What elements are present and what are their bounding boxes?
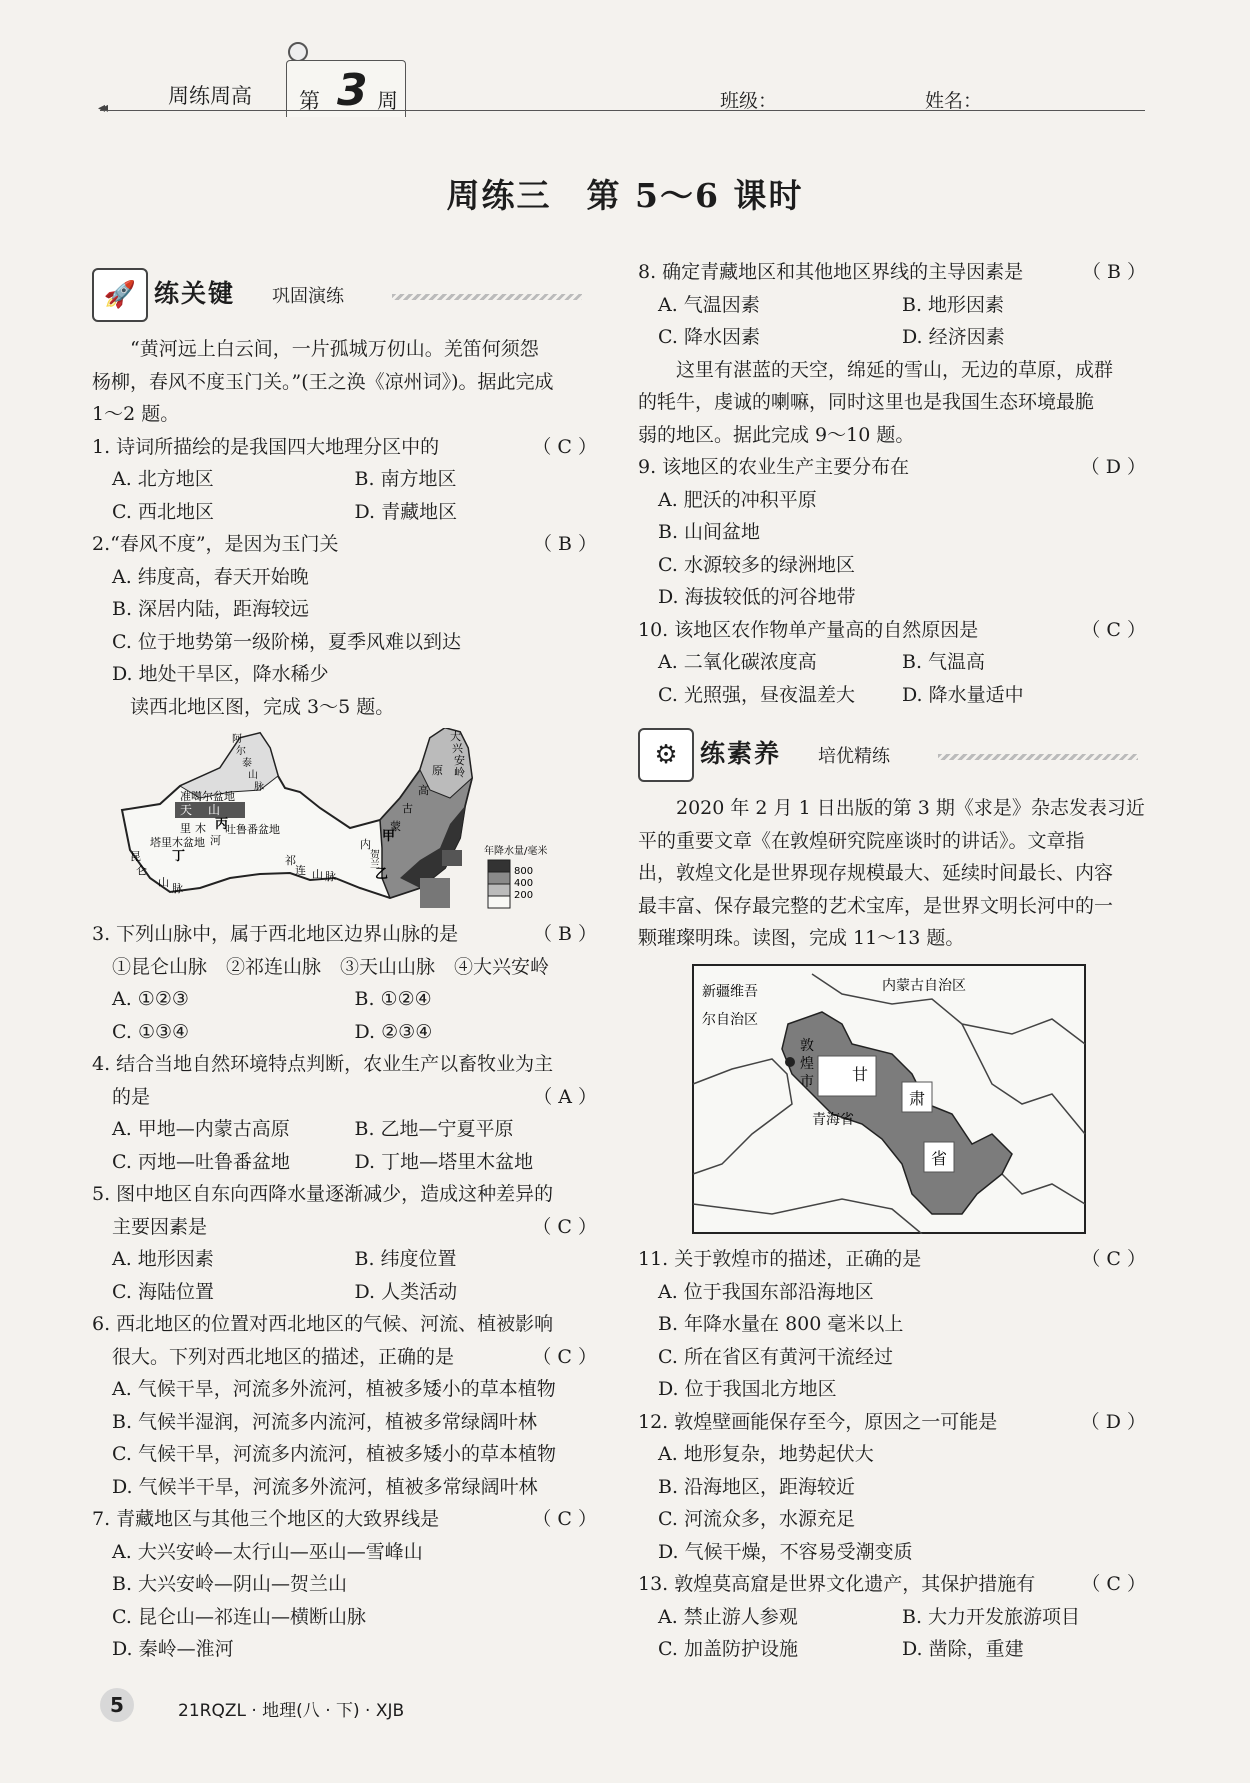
option-row [92,1016,597,1049]
option: B. 乙地—宁夏平原 [354,1118,514,1140]
week-tab [286,60,406,117]
pin-icon [288,42,308,62]
map1-label-er: 尔 [236,746,246,757]
question [92,1048,597,1178]
option: A. 二氧化碳浓度高 [658,651,817,673]
option: D. 降水量适中 [902,683,1024,706]
option-line: B. 年降水量在 800 毫米以上 [658,1313,904,1335]
option-line: D. 海拔较低的河谷地带 [658,586,856,608]
map2-label-dun: 敦 [800,1038,814,1054]
question [638,1568,1146,1666]
option-row [638,321,1146,354]
section-subtitle: 巩固演练 [272,286,344,307]
question [638,256,1146,354]
map1-label-gu: 古 [402,802,413,815]
passage-line: 颗璀璨明珠。读图，完成 11～13 题。 [638,927,965,949]
northwest-map-svg [120,728,552,910]
option-line: C. 昆仑山—祁连山—横断山脉 [112,1605,366,1628]
map2-label-shi: 市 [800,1074,814,1090]
question-stem: 3. 下列山脉中，属于西北地区边界山脉的是 [92,923,459,945]
question-stem: 12. 敦煌壁画能保存至今，原因之一可能是 [638,1410,998,1433]
left-column-top [92,333,597,723]
option: D. ②③④ [354,1020,433,1043]
question [92,918,597,1048]
question-stem: 10. 该地区农作物单产量高的自然原因是 [638,618,979,641]
option-line: D. 地处干旱区，降水稀少 [112,663,329,685]
option-line: B. 大兴安岭—阴山—贺兰山 [112,1573,348,1595]
question [638,1406,1146,1569]
map1-label-junggar: 准噶尔盆地 [180,790,235,803]
option: A. 气温因素 [658,293,760,316]
passage-line: 杨柳，春风不度玉门关。”(王之涣《凉州词》)。据此完成 [92,370,554,393]
option-line: B. 山间盆地 [658,521,761,543]
option-row [638,289,1146,322]
week-suffix: 周 [377,89,398,113]
question-stem: 11. 关于敦煌市的描述，正确的是 [638,1248,922,1270]
option: C. 西北地区 [112,500,214,523]
map1-label-tarim: 塔里木盆地 [150,836,205,849]
question [92,431,597,529]
page-number: 5 [100,1688,134,1722]
question-stem: 7. 青藏地区与其他三个地区的大致界线是 [92,1508,440,1530]
footer-code: 21RQZL · 地理(八 · 下) · XJB [178,1701,405,1721]
option: D. 丁地—塔里木盆地 [354,1150,534,1173]
map1-legend-200: 200 [514,890,534,901]
option-line: C. 河流众多，水源充足 [658,1508,855,1530]
right-column-top [638,256,1146,711]
option-row [92,1146,597,1179]
map1-label-yi: 乙 [375,867,389,882]
map1-label-mai: 脉 [172,882,183,895]
option: A. 北方地区 [112,468,214,490]
answer-mark: （ C ） [1081,1248,1146,1270]
dunhuang-map [692,964,1086,1234]
option: B. 气温高 [902,651,986,673]
map1-label-an: 安 [454,754,465,767]
map1-label-ding: 丁 [172,849,186,864]
option: B. 南方地区 [354,468,457,490]
option: C. 光照强，昼夜温差大 [658,683,855,706]
passage-line: “黄河远上白云间，一片孤城万仞山。羌笛何须怨 [130,338,539,360]
map2-label-xinjiang-1: 新疆维吾 [702,984,758,1000]
map1-label-shan3: 山 [312,868,323,881]
map2-label-sheng: 省 [931,1149,948,1168]
option-row [638,679,1146,712]
map2-label-xinjiang-2: 尔自治区 [702,1012,758,1028]
option-line: C. 水源较多的绿洲地区 [658,553,855,576]
map1-label-li: 里 [180,822,191,835]
class-label: 班级： [720,90,778,112]
question [92,1503,597,1666]
passage-line: 平的重要文章《在敦煌研究院座谈时的讲话》。文章指 [638,829,1085,852]
map1-label-tian: 天 [180,803,193,817]
answer-mark: （ C ） [532,1345,597,1368]
option-row [92,1243,597,1276]
question-stem-cont: 很大。下列对西北地区的描述，正确的是 [112,1345,455,1368]
option: C. 海陆位置 [112,1280,214,1303]
option: B. 大力开发旅游项目 [902,1605,1081,1628]
week-prefix: 第 [299,89,320,113]
answer-mark: （ C ） [1081,1573,1146,1595]
answer-mark: （ B ） [1081,261,1146,283]
option: C. 加盖防护设施 [658,1638,798,1660]
section-practice-literacy [638,728,1146,778]
question-stem: 2.“春风不度”，是因为玉门关 [92,533,339,555]
map1-label-shan2: 山 [158,876,169,889]
option-row [92,1113,597,1146]
map1-label-ling: 岭 [454,766,465,779]
right-column-dunhuang-intro [638,792,1146,955]
map-intro: 读西北地区图，完成 3～5 题。 [130,695,395,718]
map2-label-gan: 甘 [852,1065,869,1084]
header-arrows: ◂◂ [98,100,105,116]
map1-label-he: 河 [210,834,221,847]
answer-mark: （ C ） [532,435,597,458]
passage-line: 弱的地区。据此完成 9～10 题。 [638,423,915,446]
question-stem: 1. 诗词所描绘的是我国四大地理分区中的 [92,435,440,458]
option-line: A. 地形复杂，地势起伏大 [658,1443,874,1465]
dunhuang-map-svg [692,964,1086,1234]
question-stem-cont: 主要因素是 [112,1215,208,1238]
option-row [92,496,597,529]
map2-label-su: 肃 [909,1089,926,1108]
option-line: C. 所在省区有黄河干流经过 [658,1345,893,1368]
option: C. 降水因素 [658,326,760,348]
question [92,1308,597,1503]
answer-mark: （ A ） [533,1085,597,1108]
option-line: A. 纬度高，春天开始晚 [112,565,309,588]
map1-legend-400: 400 [514,878,534,889]
answer-mark: （ D ） [1080,456,1146,478]
map1-label-he2: 贺 [370,850,380,861]
gear-icon: ⚙ [638,728,694,782]
question [638,614,1146,712]
option-line: D. 气候干燥，不容易受潮变质 [658,1540,913,1563]
dunhuang-city-dot [785,1057,795,1067]
option: D. 经济因素 [902,326,1005,348]
map1-label-bing: 丙 [215,817,229,832]
option-line: A. 肥沃的冲积平原 [658,488,817,511]
option: D. 人类活动 [354,1280,458,1303]
option: D. 青藏地区 [354,500,458,523]
map1-label-jia: 甲 [382,829,396,844]
map1-label-shan: 山 [208,803,221,817]
map1-label-mai3: 脉 [254,782,264,793]
passage-line: 2020 年 2 月 1 日出版的第 3 期《求是》杂志发表习近 [676,797,1145,819]
map1-label-turpan: 吐鲁番盆地 [225,823,280,836]
option: C. 丙地—吐鲁番盆地 [112,1150,290,1173]
question-stem: 4. 结合当地自然环境特点判断，农业生产以畜牧业为主 [92,1053,554,1075]
option-line: D. 秦岭—淮河 [112,1638,234,1660]
question [638,1243,1146,1406]
map1-legend-title: 年降水量/毫米 [484,846,548,857]
week-number: 3 [337,65,368,116]
brand-label: 周练周高 [168,84,252,108]
passage-line: 这里有湛蓝的天空，绵延的雪山，无边的草原，成群 [676,358,1114,381]
question-stem: 6. 西北地区的位置对西北地区的气候、河流、植被影响 [92,1313,554,1335]
answer-mark: （ B ） [532,533,597,555]
answer-mark: （ B ） [532,923,597,945]
left-column-bottom [92,918,597,1666]
option-row [92,1276,597,1309]
question [638,451,1146,614]
answer-mark: （ C ） [532,1508,597,1530]
section-title: 练关键 [154,279,236,308]
answer-mark: （ C ） [532,1215,597,1238]
option: A. 甲地—内蒙古高原 [112,1118,290,1140]
question [92,528,597,691]
map2-label-neimenggu: 内蒙古自治区 [882,978,966,994]
page-title: 周练三 第 5～6 课时 [446,176,804,215]
right-column-bottom [638,1243,1146,1666]
question-stem: 9. 该地区的农业生产主要分布在 [638,456,910,478]
map1-label-a: 阿 [232,734,242,745]
map1-label-meng: 蒙 [390,820,401,833]
option-row [638,1601,1146,1634]
section-practice-key [92,268,602,318]
option-row [638,646,1146,679]
passage-line: 出，敦煌文化是世界现存规模最大、延续时间最长、内容 [638,862,1114,884]
section-stripe [392,294,582,300]
map1-label-lan: 兰 [370,860,380,871]
option-row [92,983,597,1016]
option: B. 地形因素 [902,293,1005,316]
map1-label-qi: 祁 [285,854,296,867]
passage-line: 的牦牛，虔诚的喇嘛，同时这里也是我国生态环境最脆 [638,391,1095,413]
option-line: A. 位于我国东部沿海地区 [658,1280,874,1303]
option-row [92,463,597,496]
map1-label-gao: 高 [418,784,429,797]
question-stem-cont: 的是 [112,1085,151,1108]
map1-label-yuan: 原 [432,764,443,777]
option-line: B. 深居内陆，距海较远 [112,598,310,620]
passage-line: 最丰富、保存最完整的艺术宝库，是世界文明长河中的一 [638,894,1114,917]
option-line: ①昆仑山脉 ②祁连山脉 ③天山山脉 ④大兴安岭 [112,955,550,978]
question [92,1178,597,1308]
map1-label-shan4: 山 [248,770,258,781]
answer-mark: （ C ） [1081,618,1146,641]
option-line: C. 位于地势第一级阶梯，夏季风难以到达 [112,630,461,653]
option-line: B. 气候半湿润，河流多内流河，植被多常绿阔叶林 [112,1410,538,1433]
map1-label-mu: 木 [195,822,206,835]
map1-label-da: 大 [450,730,461,743]
map1-label-nei: 内 [360,838,371,851]
option: A. 禁止游人参观 [658,1605,798,1628]
option-line: C. 气候干旱，河流多内流河，植被多矮小的草本植物 [112,1443,556,1465]
rocket-icon: 🚀 [92,268,148,322]
answer-mark: （ D ） [1080,1410,1146,1433]
map1-label-lian: 连 [295,864,306,877]
map2-label-huang: 煌 [800,1056,814,1072]
option: B. ①②④ [354,988,432,1010]
map1-legend-800: 800 [514,866,534,877]
section-stripe-2 [938,754,1138,760]
option-row [638,1633,1146,1666]
map1-label-kun: 昆 [130,850,141,863]
header-rule [100,110,1145,111]
map1-label-mai2: 脉 [325,870,336,883]
option: B. 纬度位置 [354,1248,457,1270]
map1-label-tai: 泰 [242,758,252,769]
option-line: A. 气候干旱，河流多外流河，植被多矮小的草本植物 [112,1378,556,1400]
northwest-map [120,728,552,910]
map2-label-qinghai: 青海省 [812,1112,854,1128]
question-stem: 13. 敦煌莫高窟是世界文化遗产，其保护措施有 [638,1573,1036,1595]
section-title-2: 练素养 [700,739,782,768]
name-label: 姓名： [925,90,983,112]
option: D. 凿除，重建 [902,1638,1024,1660]
option: C. ①③④ [112,1020,190,1043]
map1-label-xing: 兴 [452,742,463,755]
question-stem: 5. 图中地区自东向西降水量逐渐减少，造成这种差异的 [92,1183,554,1205]
question-stem: 8. 确定青藏地区和其他地区界线的主导因素是 [638,261,1024,283]
option-line: A. 大兴安岭—太行山—巫山—雪峰山 [112,1540,423,1563]
option: A. ①②③ [112,988,189,1010]
option: A. 地形因素 [112,1248,214,1270]
option-line: D. 位于我国北方地区 [658,1378,837,1400]
passage-line: 1～2 题。 [92,403,180,425]
option-line: D. 气候半干旱，河流多外流河，植被多常绿阔叶林 [112,1475,538,1498]
map1-label-lun: 仑 [136,864,147,877]
option-line: B. 沿海地区，距海较近 [658,1475,856,1498]
section-subtitle-2: 培优精练 [818,746,890,767]
